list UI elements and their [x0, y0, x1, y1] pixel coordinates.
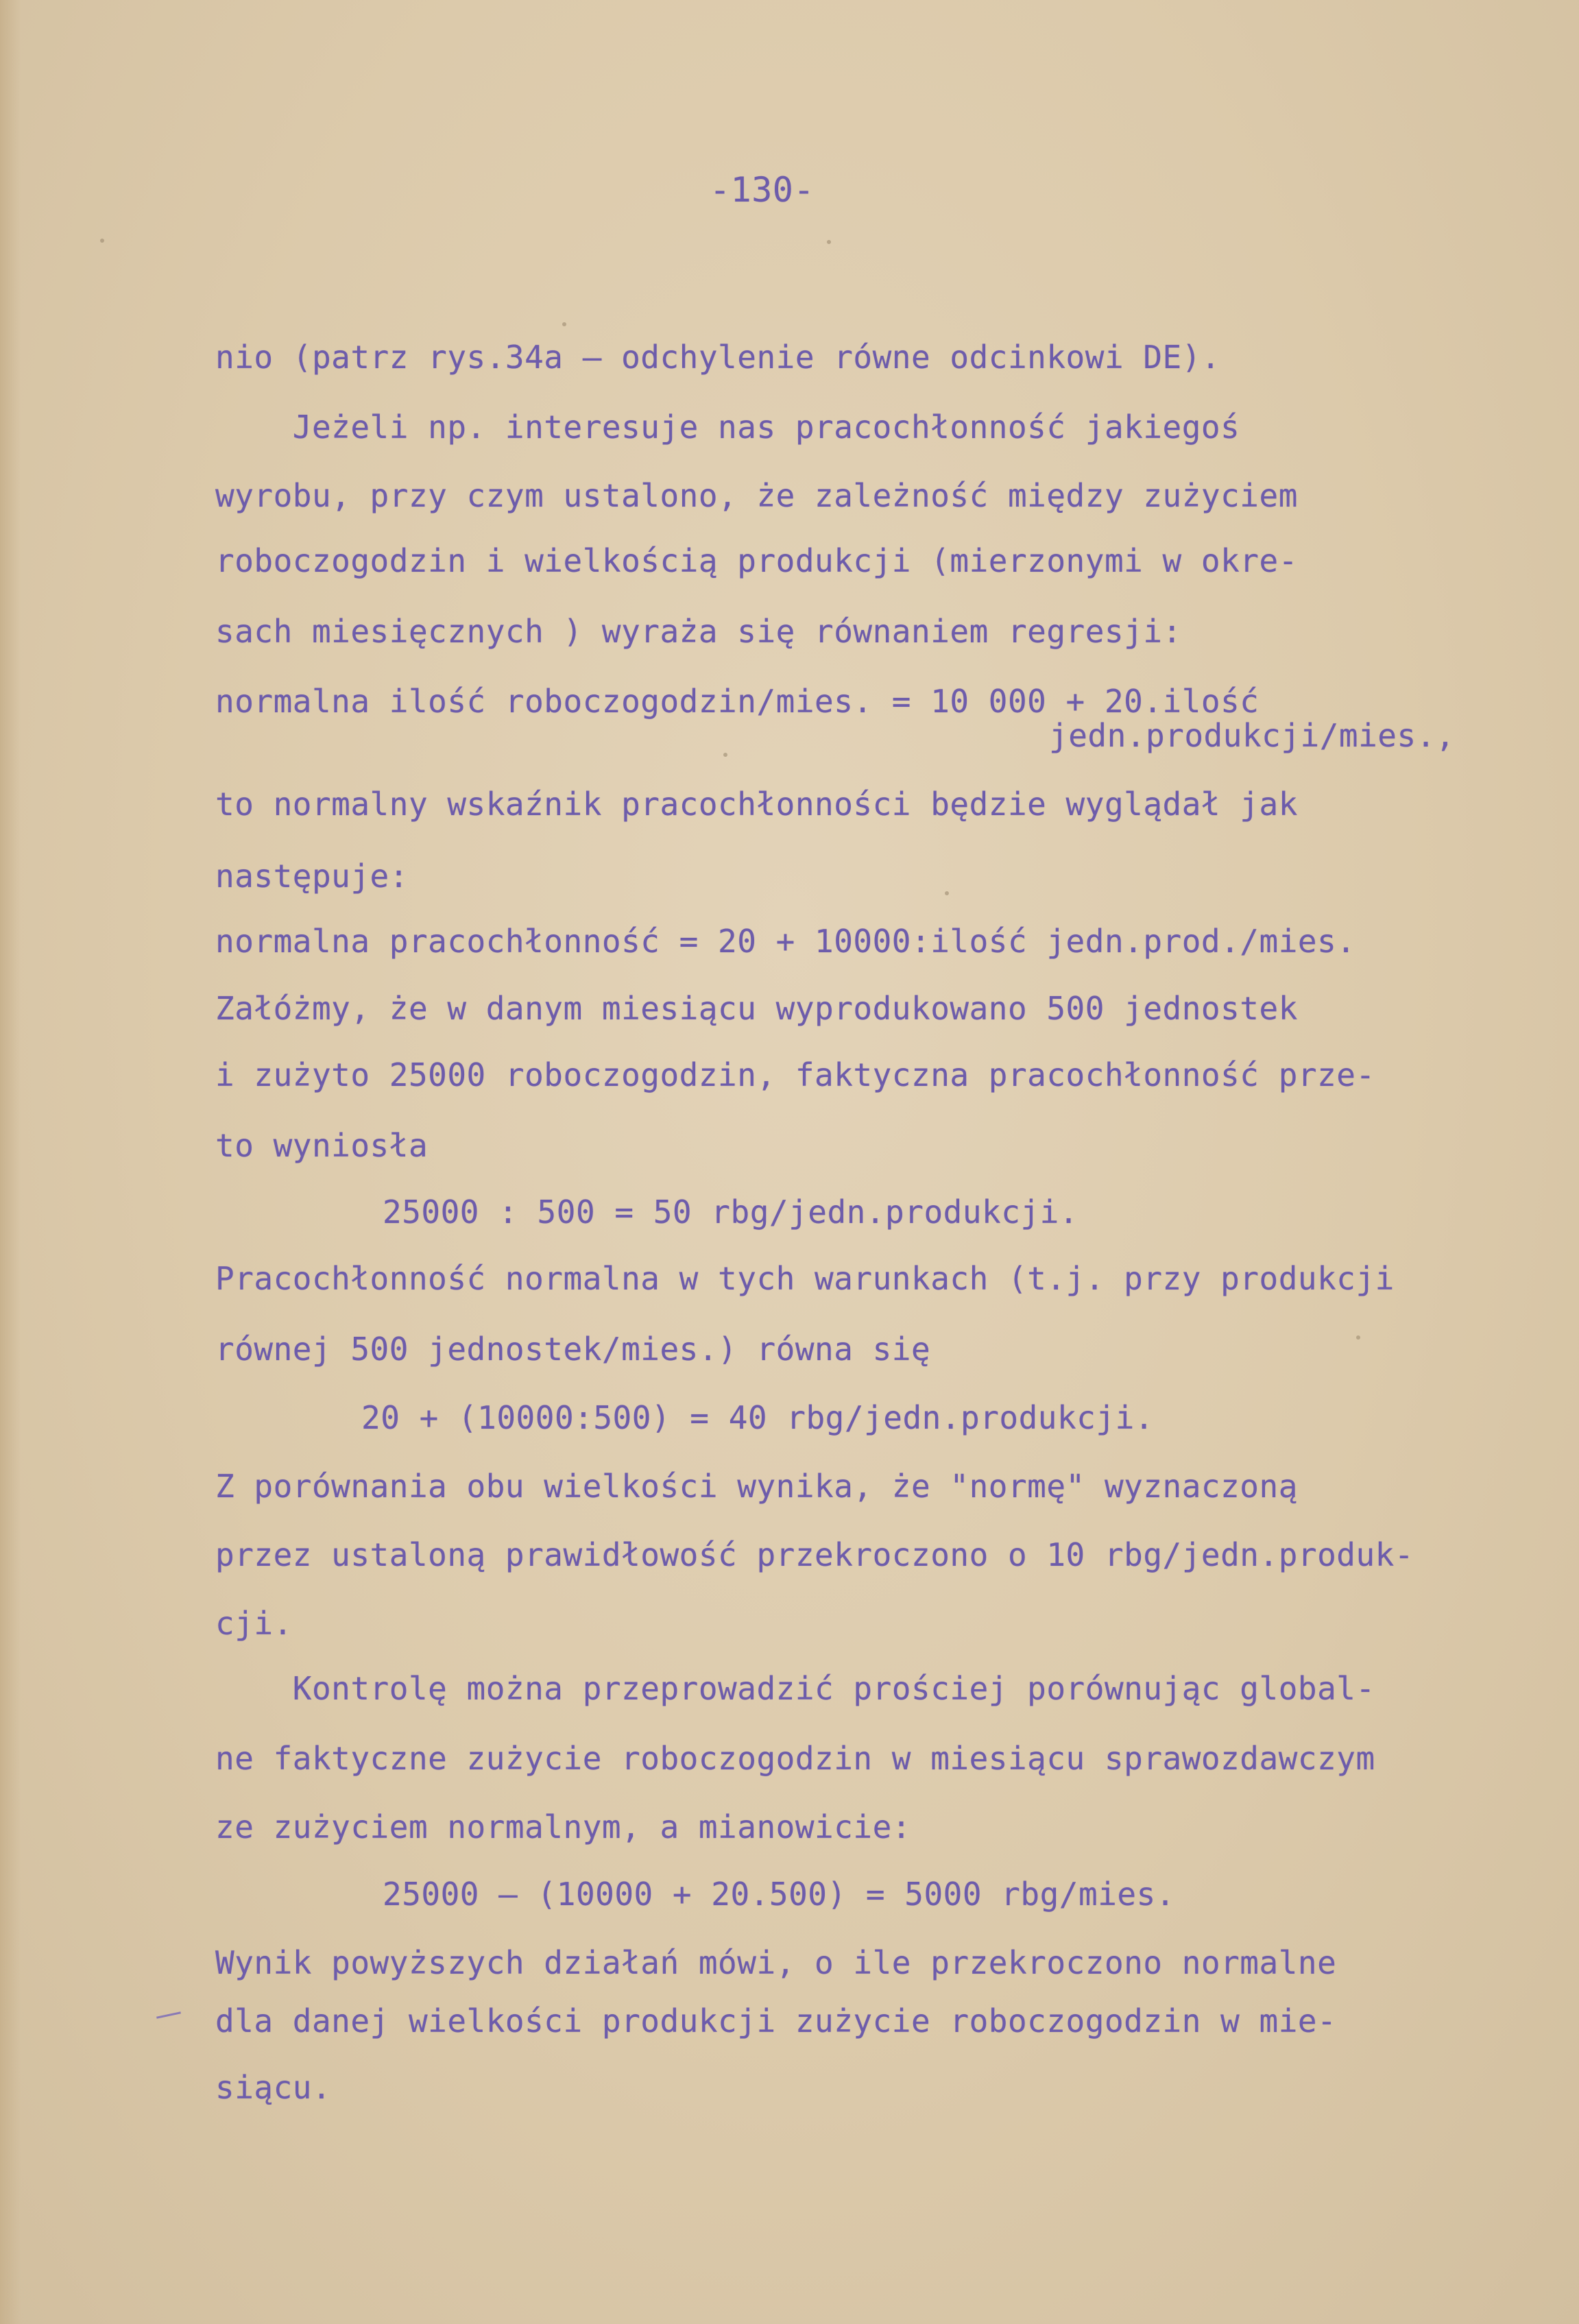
formula-line-1: 25000 : 500 = 50 rbg/jedn.produkcji.: [383, 1194, 1078, 1231]
text-line-16: przez ustaloną prawidłowość przekroczono o 10 rbg/jedn.produk-: [215, 1536, 1414, 1573]
page-edge-shadow: [0, 0, 21, 2324]
paper-speck: [827, 240, 831, 244]
paper-speck: [562, 322, 566, 326]
text-line-15: Z porównania obu wielkości wynika, że "normę" wyznaczoną: [215, 1468, 1298, 1505]
formula-line-3: 25000 – (10000 + 20.500) = 5000 rbg/mies.: [383, 1876, 1175, 1913]
page-number: -130-: [710, 170, 815, 210]
text-line-22: dla danej wielkości produkcji zużycie roboczogodzin w mie-: [215, 2002, 1337, 2039]
text-line-7: to normalny wskaźnik pracochłonności będzie wyglądał jak: [215, 786, 1298, 823]
text-line-13: Pracochłonność normalna w tych warunkach (t.j. przy produkcji: [215, 1260, 1395, 1297]
text-line-19: ne faktyczne zużycie roboczogodzin w miesiącu sprawozdawczym: [215, 1740, 1375, 1777]
text-line-18: Kontrolę można przeprowadzić prościej porównując global-: [215, 1670, 1375, 1707]
text-line-10: Załóżmy, że w danym miesiącu wyprodukowano 500 jednostek: [215, 990, 1298, 1027]
text-line-20: ze zużyciem normalnym, a mianowicie:: [215, 1808, 911, 1845]
paper-speck: [100, 239, 104, 243]
text-line-6: normalna ilość roboczogodzin/mies. = 10 000 + 20.ilość: [215, 683, 1259, 720]
text-line-6-continuation: jedn.produkcji/mies.,: [1049, 717, 1456, 754]
text-line-17: cji.: [215, 1605, 293, 1642]
text-line-5: sach miesięcznych ) wyraża się równaniem regresji:: [215, 613, 1182, 650]
text-line-8: następuje:: [215, 858, 409, 895]
text-line-2: Jeżeli np. interesuje nas pracochłonność jakiegoś: [215, 409, 1240, 446]
paper-speck: [723, 753, 727, 757]
text-line-1: nio (patrz rys.34a – odchylenie równe odcinkowi DE).: [215, 339, 1221, 376]
text-line-14: równej 500 jednostek/mies.) równa się: [215, 1331, 931, 1368]
formula-line-2: 20 + (10000:500) = 40 rbg/jedn.produkcji.: [361, 1399, 1154, 1436]
paper-speck: [1356, 1335, 1360, 1340]
text-line-12: to wyniosła: [215, 1127, 429, 1164]
text-line-23: siącu.: [215, 2069, 332, 2106]
text-line-11: i zużyto 25000 roboczogodzin, faktyczna pracochłonność prze-: [215, 1056, 1375, 1093]
text-line-9: normalna pracochłonność = 20 + 10000:ilość jedn.prod./mies.: [215, 923, 1356, 960]
paper-speck: [945, 891, 949, 895]
text-line-4: roboczogodzin i wielkością produkcji (mierzonymi w okre-: [215, 542, 1298, 579]
text-line-21: Wynik powyższych działań mówi, o ile przekroczono normalne: [215, 1944, 1337, 1981]
text-line-3: wyrobu, przy czym ustalono, że zależność między zużyciem: [215, 477, 1298, 514]
